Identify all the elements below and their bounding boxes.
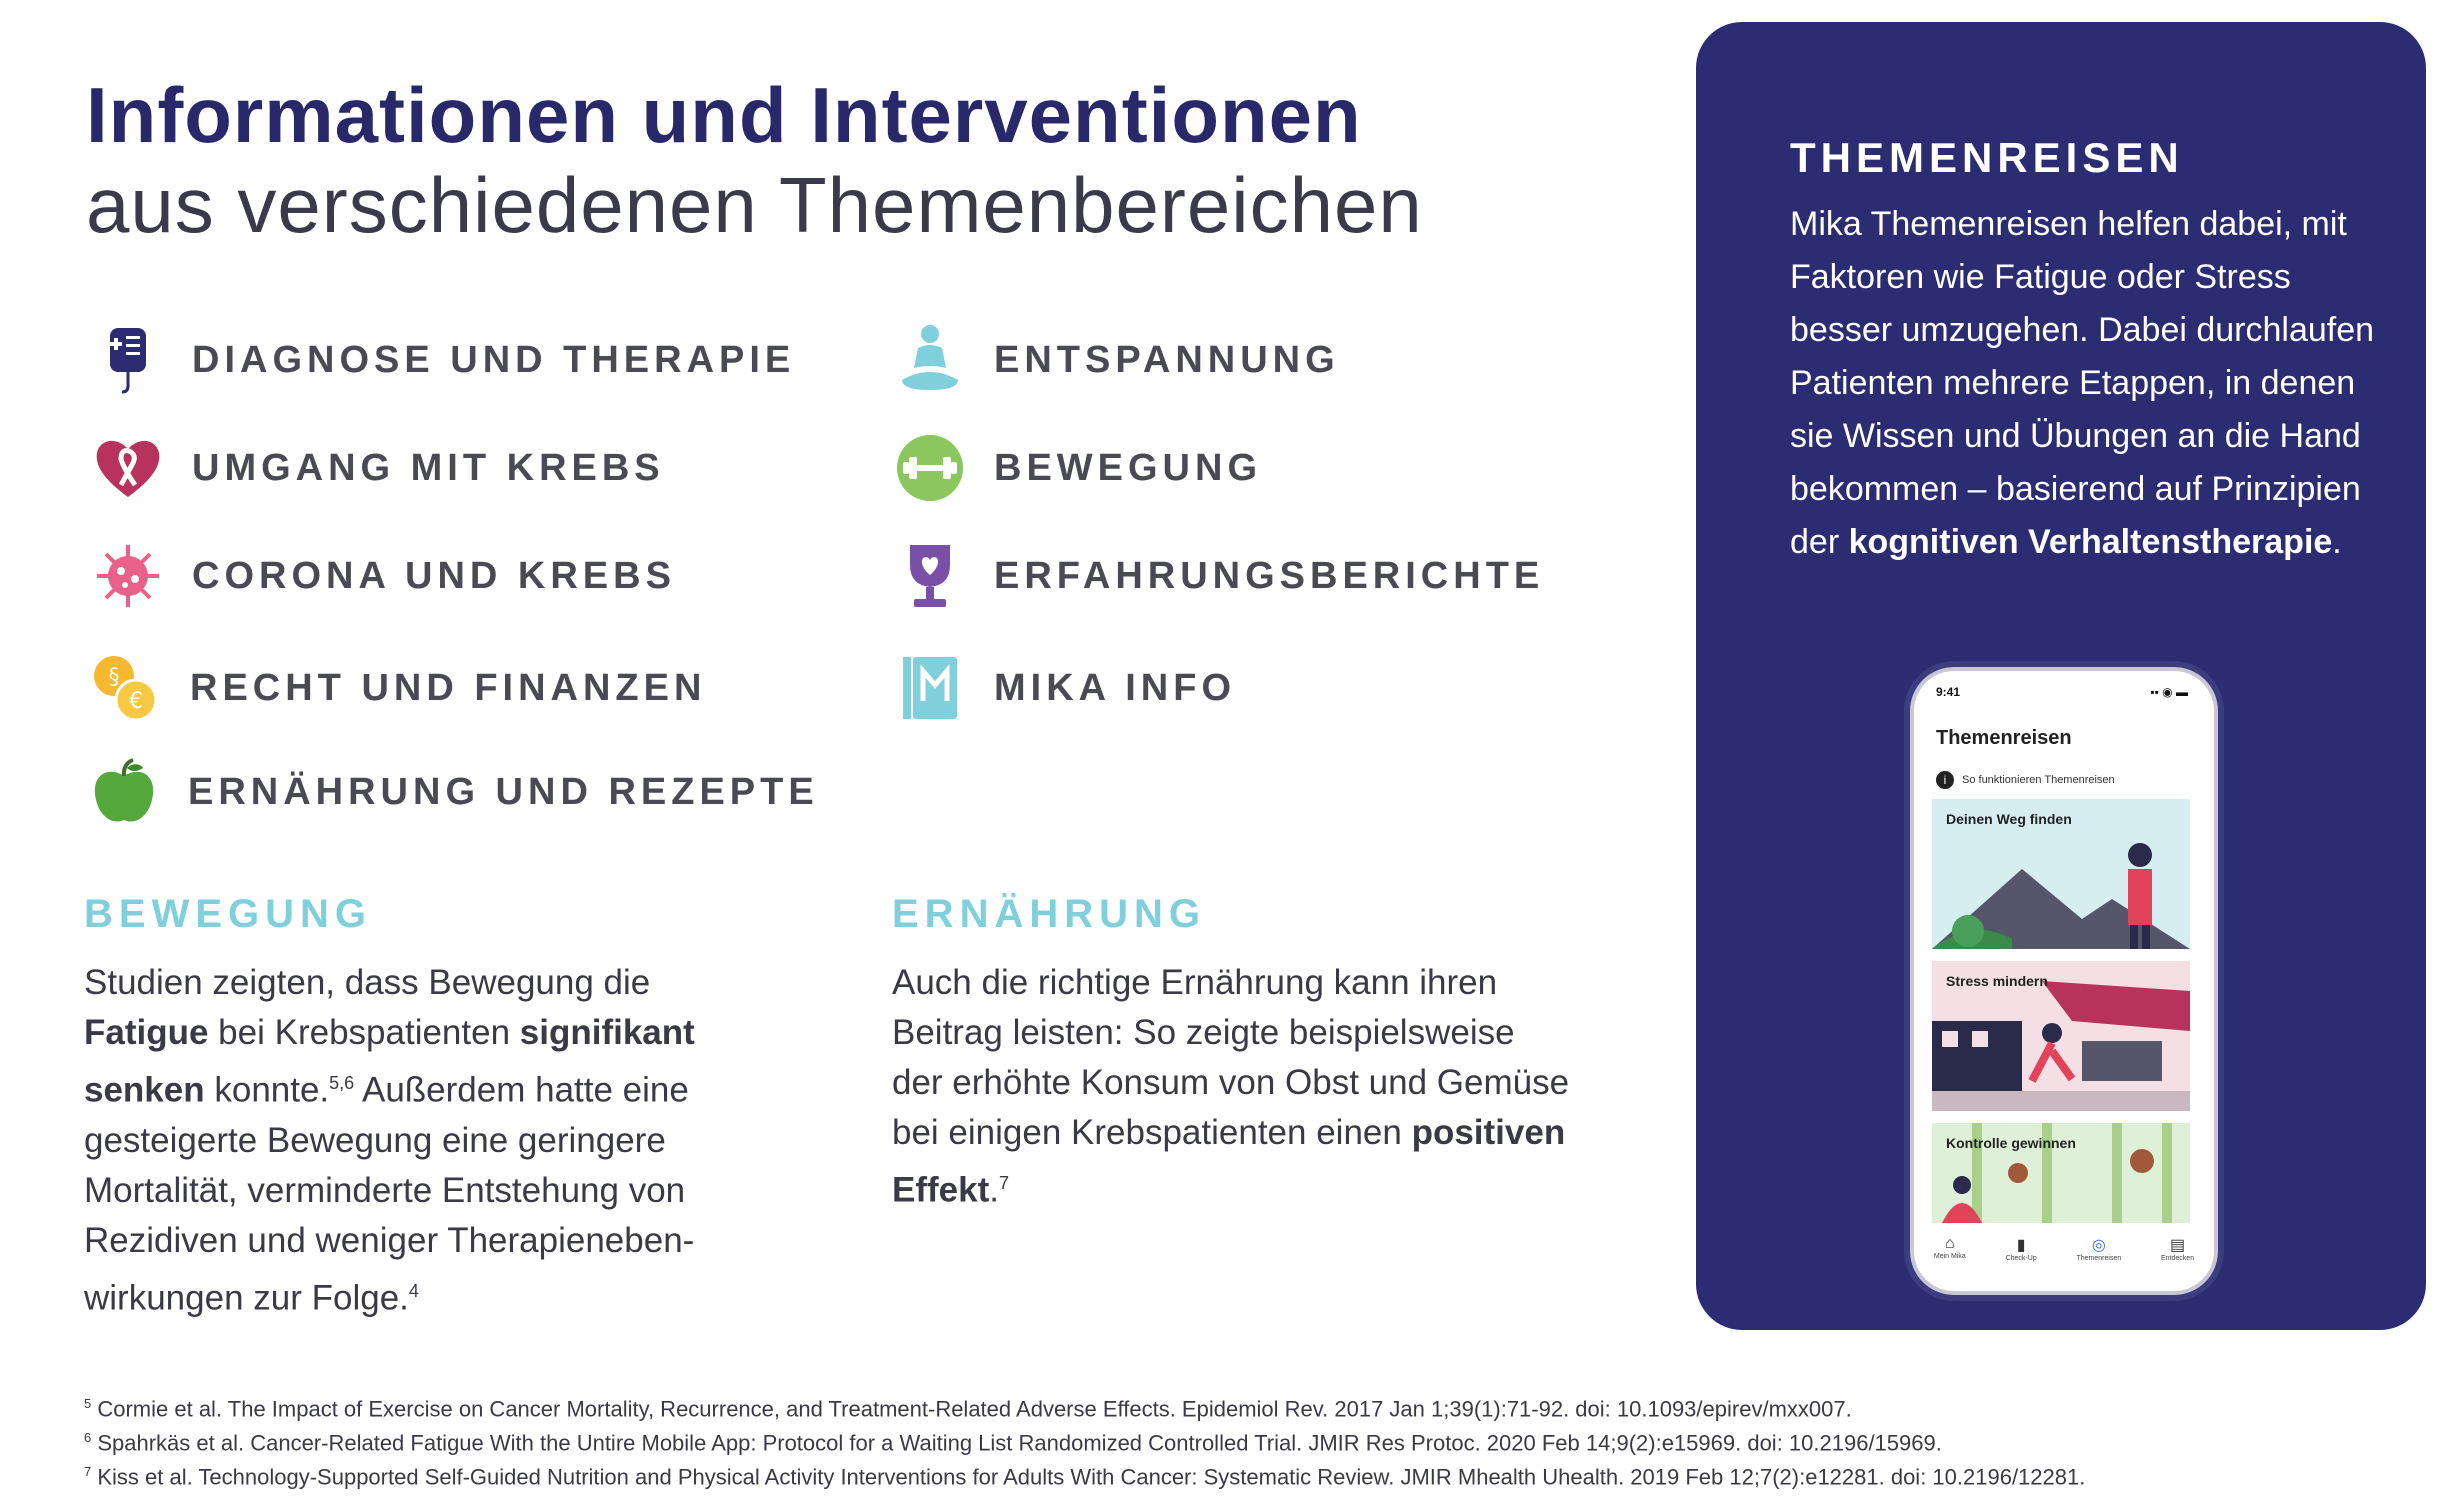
section-title-ernaehrung: ERNÄHRUNG xyxy=(892,892,1206,936)
page-title: Informationen und Interventionen xyxy=(86,71,1362,159)
topic-label: DIAGNOSE UND THERAPIE xyxy=(192,338,796,381)
topic-bewegung xyxy=(894,432,1262,504)
topic-label: ENTSPANNUNG xyxy=(994,338,1340,381)
dumbbell-icon xyxy=(894,432,966,504)
topic-label: CORONA UND KREBS xyxy=(192,554,676,597)
trophy-icon xyxy=(894,540,966,612)
svg-text:€: € xyxy=(129,689,143,714)
topic-label: BEWEGUNG xyxy=(994,446,1262,489)
svg-text:§: § xyxy=(108,665,120,690)
topic-ernaehrung xyxy=(88,756,819,828)
meditation-icon xyxy=(894,324,966,396)
topic-corona xyxy=(92,540,676,612)
tile-stress-mindern[interactable]: Stress mindern xyxy=(1932,961,2190,1111)
footnote-5: $^5$ Cormie et al. The Impact of Exercise on Cancer Mortality, Recurrence, and Treatment-Related Adverse Effects. Epidemiol Rev. 2017 Jan 1;39(1):71-92. doi: 10.1093/epirev/mxx007. xyxy=(84,1396,1852,1422)
coins-icon xyxy=(90,652,162,724)
tile-weg-finden[interactable]: Deinen Weg finden xyxy=(1932,799,2190,949)
phone-time: 9:41 xyxy=(1936,685,1961,699)
phone-title: Themenreisen xyxy=(1936,727,2072,749)
card-title: THEMENREISEN xyxy=(1790,134,2184,181)
infusion-bag-icon xyxy=(92,324,164,396)
info-icon: i xyxy=(1936,771,1954,789)
tile-kontrolle-gewinnen[interactable]: Kontrolle gewinnen xyxy=(1932,1123,2190,1223)
topic-label: MIKA INFO xyxy=(994,666,1237,709)
topic-label: ERNÄHRUNG UND REZEPTE xyxy=(188,770,819,813)
heart-ribbon-icon xyxy=(92,432,164,504)
footnote-6: $^6$ Spahrkäs et al. Cancer-Related Fatigue With the Untire Mobile App: Protocol for a Waiting List Randomized Controlled Trial. JMIR Res Protoc. 2020 Feb 14;9(2):e15969. doi: 10.2196/15969. xyxy=(84,1430,1942,1456)
section-text-ernaehrung: Auch die richtige Ernährung kann ihren Beitrag leisten: So zeigte beispielsweise der erhöhte Konsum von Obst und Gemüse bei einigen Krebspatienten einen positiven Effekt.$^7$ xyxy=(892,963,1570,1210)
chart-icon: ▮ xyxy=(2016,1237,2026,1254)
topic-umgang xyxy=(92,432,665,504)
virus-icon xyxy=(92,540,164,612)
topic-diagnose xyxy=(92,324,795,396)
topic-erfahrungsberichte xyxy=(894,540,1544,612)
book-icon xyxy=(894,652,966,724)
nav-themenreisen[interactable]: ◎ Themenreisen xyxy=(2076,1237,2122,1262)
section-text-bewegung: Studien zeigten, dass Bewegung die Fatigue bei Krebspatienten signifikant senken konnte.$^{5,6}$ Außerdem hatte eine gesteigerte Bewegung eine geringere Mortalität, verminderte Entstehung von Rezidiven und weniger Therapieneben-wirkungen zur Folge.$^4$ xyxy=(84,963,695,1318)
themenreisen-card xyxy=(1696,22,2426,1330)
card-text: Mika Themenreisen helfen dabei, mit Faktoren wie Fatigue oder Stress besser umzugehen. Dabei durchlaufen Patienten mehrere Etappen, in denen sie Wissen und Übungen an die Hand bekommen – basierend auf Prinzipien der kognitiven Verhaltenstherapie. xyxy=(1790,205,2375,561)
document-icon: ▤ xyxy=(2170,1237,2186,1254)
topic-label: ERFAHRUNGSBERICHTE xyxy=(994,554,1545,597)
topic-entspannung xyxy=(894,324,1340,396)
nav-entdecken[interactable]: ▤ Entdecken xyxy=(2161,1237,2195,1262)
phone-status-icons: ▪▪ ◉ ▬ xyxy=(2150,685,2188,699)
topic-label: RECHT UND FINANZEN xyxy=(190,666,707,709)
footnote-7: $^7$ Kiss et al. Technology-Supported Self-Guided Nutrition and Physical Activity Interventions for Adults With Cancer: Systematic Review. JMIR Mhealth Uhealth. 2019 Feb 12;7(2):e12281. doi: 10.2196/12281. xyxy=(84,1464,2086,1490)
phone-mockup xyxy=(1910,667,2218,1295)
nav-check-up[interactable]: ▮ Check-Up xyxy=(2005,1237,2037,1262)
apple-icon xyxy=(88,756,160,828)
topic-mika-info xyxy=(894,652,1236,724)
compass-icon: ◎ xyxy=(2091,1237,2106,1254)
home-icon: ⌂ xyxy=(1945,1235,1955,1252)
topic-label: UMGANG MIT KREBS xyxy=(192,446,665,489)
section-title-bewegung: BEWEGUNG xyxy=(84,892,372,936)
phone-bottom-nav xyxy=(1914,1235,2214,1283)
nav-mein-mika[interactable]: ⌂ Mein Mika xyxy=(1933,1235,1966,1260)
page-subtitle: aus verschiedenen Themenbereichen xyxy=(86,161,1423,249)
topic-recht xyxy=(90,652,706,724)
phone-info-link[interactable]: i So funktionieren Themenreisen xyxy=(1936,771,2115,789)
